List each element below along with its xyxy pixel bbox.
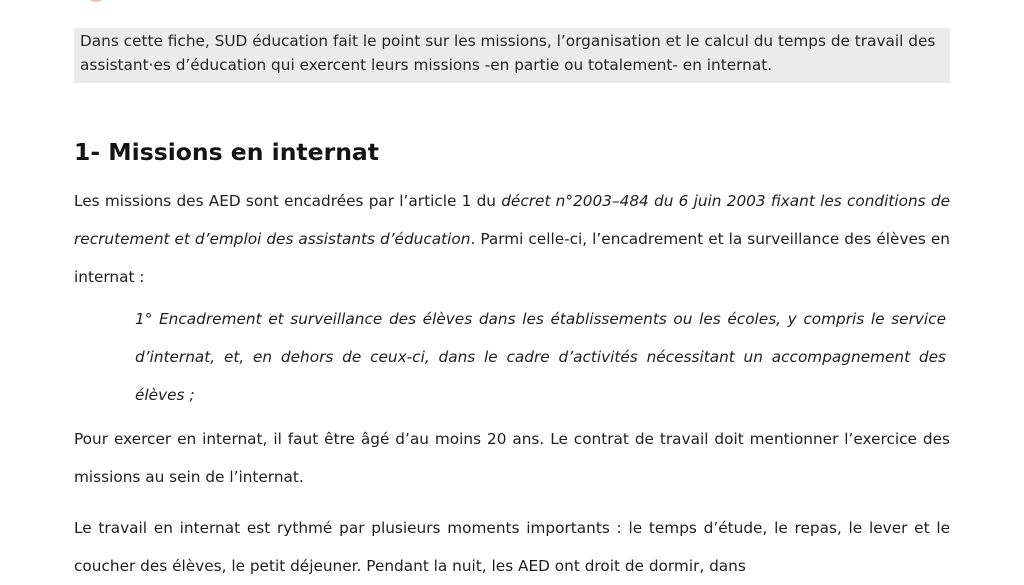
age-paragraph: Pour exercer en internat, il faut être âgé d’au moins 20 ans. Le contrat de travail doit mentionner l’exercice des missions au sein de l’internat. — [74, 430, 950, 486]
logo-mark-icon — [84, 0, 108, 2]
section-heading: 1- Missions en internat — [74, 138, 380, 166]
missions-text-start: Les missions des AED sont encadrées par l’article 1 du — [74, 192, 502, 210]
rhythm-paragraph: Le travail en internat est rythmé par plusieurs moments importants : le temps d’étude, le repas, le lever et le coucher des élèves, le petit déjeuner. Pendant la nuit, les AED ont droit de dormir, dans — [74, 519, 950, 575]
decree-reference: décret n°2003–484 du 6 juin 2003 fixant les conditions de recrutement et d’emploi des assistants d’éducation — [74, 192, 950, 248]
intro-box — [74, 28, 950, 83]
missions-paragraph — [74, 182, 950, 296]
decree-quote: 1° Encadrement et surveillance des élèves dans les établissements ou les écoles, y compris le service d’internat, et, en dehors de ceux-ci, dans le cadre d’activités nécessitant un accompagnement des élèves ; — [135, 310, 946, 404]
missions-text-end: . Parmi celle-ci, l’encadrement et la surveillance des élèves en internat : — [74, 230, 950, 286]
intro-text: Dans cette fiche, SUD éducation fait le point sur les missions, l’organisation et le calcul du temps de travail des assistant·es d’éducation qui exercent leurs missions -en partie ou totalement- en internat. — [80, 32, 936, 74]
